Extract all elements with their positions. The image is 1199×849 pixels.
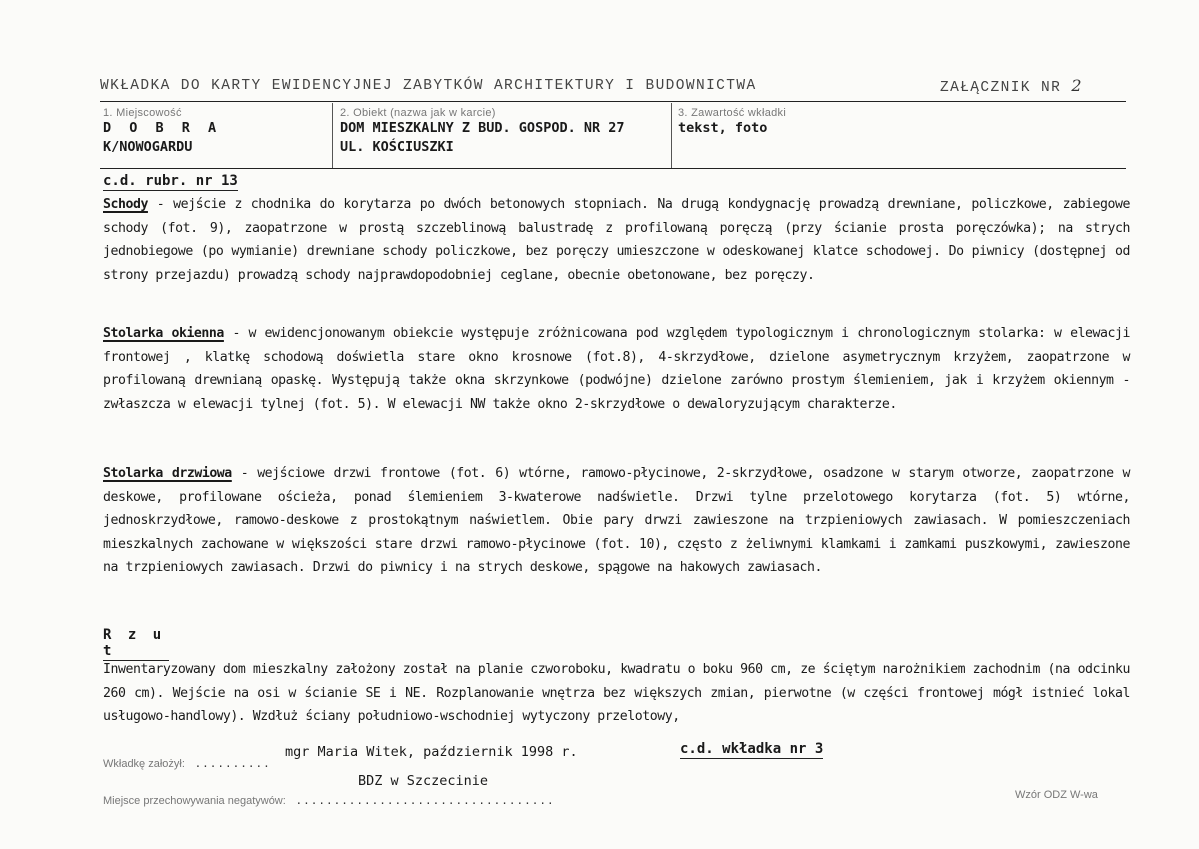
section-stairs	[103, 193, 1130, 287]
section-windows	[103, 322, 1130, 416]
section-plan-text: Inwentaryzowany dom mieszkalny założony został na planie czworoboku, kwadratu o boku 960 cm, ze ściętym narożnikiem zachodnim (na odcinku 260 cm). Wejście na osi w ścianie SE i NE. Rozplanowanie wnętrza bez większych zmian, pierwotne (w części frontowej mógł istnieć lokal usługowo-handlowy). Wzdłuż ściany południowo-wschodniej wytyczony przelotowy,	[103, 662, 1130, 724]
annex-number: 2	[1071, 76, 1082, 95]
locality-label: 1. Miejscowość	[103, 107, 182, 119]
document-title: WKŁADKA DO KARTY EWIDENCYJNEJ ZABYTKÓW ARCHITEKTURY I BUDOWNICTWA	[100, 78, 757, 94]
locality-name: D O B R A	[103, 120, 222, 136]
section-windows-text: - w ewidencjonowanym obiekcie występuje zróżnicowana pod względem typologicznym i chronologicznym stolarka: w elewacji frontowej , klatkę schodową doświetla stare okno krosnowe (fot.8), 4-skrzydłowe, dzielone asymetrycznym krzyżem, zaopatrzone w profilowaną drewnianą opaskę. Występują także okna skrzynkowe (podwójne) dzielone zarówno prostym ślemieniem, jak i krzyżem okiennym - zwłaszcza w elewacji tylnej (fot. 5). W elewacji NW także okno 2-skrzydłowe o dewaloryzującym charakterze.	[103, 326, 1130, 412]
section-doors-heading: Stolarka drzwiowa	[103, 466, 232, 481]
continuation-heading: c.d. rubr. nr 13	[103, 173, 238, 189]
object-label: 2. Obiekt (nazwa jak w karcie)	[340, 107, 496, 119]
header-rule-top	[100, 101, 1126, 102]
storage-row	[103, 789, 555, 808]
storage-value: BDZ w Szczecinie	[358, 773, 489, 789]
contents-cell	[678, 107, 786, 138]
locality-cell	[103, 107, 221, 157]
locality-district: K/NOWOGARDU	[103, 139, 193, 155]
contents-label: 3. Zawartość wkładki	[678, 107, 787, 119]
annex-label-text: ZAŁĄCZNIK NR	[940, 80, 1062, 96]
author-value: mgr Maria Witek, październik 1998 r.	[285, 744, 578, 760]
cell-divider-1	[332, 103, 333, 168]
cell-divider-2	[671, 103, 672, 168]
section-stairs-heading: Schody	[103, 197, 148, 212]
author-dots: ..........	[194, 757, 271, 770]
object-cell	[340, 107, 624, 157]
section-stairs-text: - wejście z chodnika do korytarza po dwóch betonowych stopniach. Na drugą kondygnację prowadzą drewniane, policzkowe, zabiegowe schody (fot. 9), zaopatrzone w prostą szczeblinową balustradę z profilowaną poręczą (przy ścianie prosta poręczówka); na strych jednobiegowe (po wymianie) drewniane schody policzkowe, bez poręczy umieszczone w odeskowanej klatce schodowej. Do piwnicy (dostępnej od strony przejazdu) prowadzą schody najprawdopodobniej ceglane, obecnie obetonowane, bez poręczy.	[103, 197, 1130, 283]
header-rule-bottom	[100, 168, 1126, 169]
object-name: DOM MIESZKALNY Z BUD. GOSPOD. NR 27	[340, 120, 625, 136]
author-label: Wkładkę założył:	[103, 758, 185, 770]
object-address: UL. KOŚCIUSZKI	[340, 139, 454, 155]
author-row	[103, 752, 271, 771]
section-doors	[103, 462, 1130, 580]
section-plan-heading: R z u t	[103, 627, 169, 661]
annex-label	[940, 76, 1082, 96]
storage-label: Miejsce przechowywania negatywów:	[103, 795, 286, 807]
form-code: Wzór ODZ W-wa	[1015, 789, 1098, 801]
storage-dots: ..................................	[295, 794, 555, 807]
contents-value: tekst, foto	[678, 120, 768, 136]
insert-continuation: c.d. wkładka nr 3	[680, 741, 824, 757]
section-windows-heading: Stolarka okienna	[103, 326, 224, 341]
section-doors-text: - wejściowe drzwi frontowe (fot. 6) wtórne, ramowo-płycinowe, 2-skrzydłowe, osadzone w starym otworze, zaopatrzone w deskowe, profilowane ościeża, ponad ślemieniem 3-kwaterowe nadświetle. Drzwi tylne przelotowego korytarza (fot. 5) wtórne, jednoskrzydłowe, ramowo-deskowe z prostokątnym naświetlem. Obie pary drwzi zawieszone na trzpieniowych zawiasach. W pomieszczeniach mieszkalnych zachowane w większości stare drzwi ramowo-płycinowe (fot. 10), często z żeliwnymi klamkami i zamkami puszkowymi, zawieszone na trzpieniowych zawiasach. Drzwi do piwnicy i na strych deskowe, spągowe na hakowych zawiasach.	[103, 466, 1131, 575]
